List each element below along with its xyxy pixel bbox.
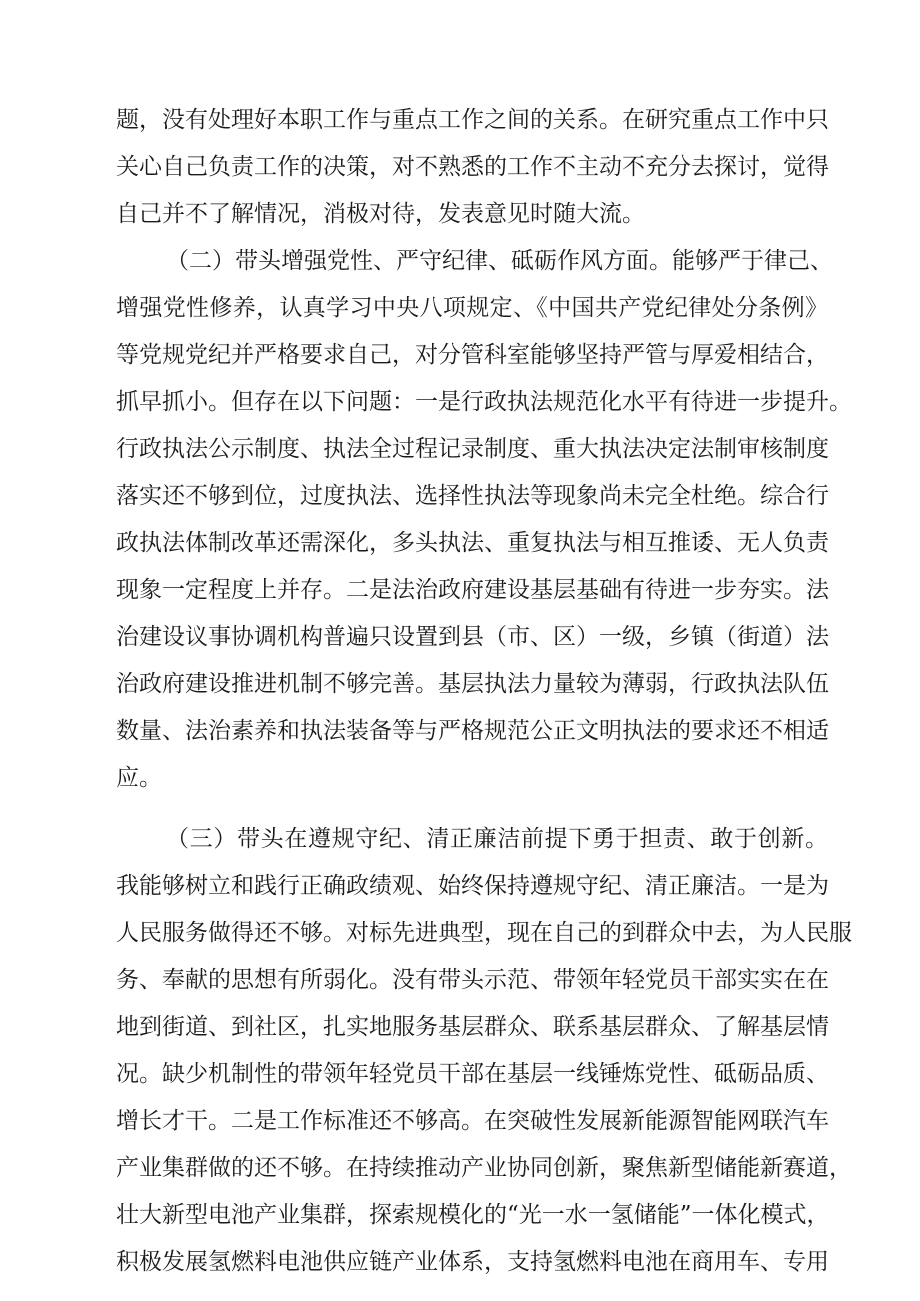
text-line: 壮大新型电池产业集群，探索规模化的“光一水一氢储能”一体化模式， <box>116 1202 830 1228</box>
document-body <box>116 98 852 1287</box>
text-line: 题，没有处理好本职工作与重点工作之间的关系。在研究重点工作中只 <box>116 107 829 133</box>
text-line: 现象一定程度上并存。二是法治政府建设基层基础有待进一步夯实。法 <box>116 577 829 603</box>
text-line: 人民服务做得还不够。对标先进典型，现在自己的到群众中去，为人民服 <box>116 920 852 946</box>
text-line: 行政执法公示制度、执法全过程记录制度、重大执法决定法制审核制度 <box>116 436 829 462</box>
text-line: 我能够树立和践行正确政绩观、始终保持遵规守纪、清正廉洁。一是为 <box>116 873 829 899</box>
text-line: 治政府建设推进机制不够完善。基层执法力量较为薄弱，行政执法队伍 <box>116 671 829 697</box>
text-line: 抓早抓小。但存在以下问题：一是行政执法规范化水平有待进一步提升。 <box>116 389 852 415</box>
text-line: 落实还不够到位，过度执法、选择性执法等现象尚未完全杜绝。综合行 <box>116 483 829 509</box>
text-line: 政执法体制改革还需深化，多头执法、重复执法与相互推诿、无人负责 <box>116 530 829 556</box>
text-line: 地到街道、到社区，扎实地服务基层群众、联系基层群众、了解基层情 <box>116 1014 829 1040</box>
text-line: 关心自己负责工作的决策，对不熟悉的工作不主动不充分去探讨，觉得 <box>116 154 829 180</box>
paragraph-section-two <box>116 239 852 803</box>
text-line: 务、奉献的思想有所弱化。没有带头示范、带领年轻党员干部实实在在 <box>116 967 829 993</box>
section-heading-line: （二）带头增强党性、严守纪律、砥砺作风方面。能够严于律己、 <box>166 248 833 274</box>
text-line: 产业集群做的还不够。在持续推动产业协同创新，聚焦新型储能新赛道， <box>116 1155 852 1181</box>
text-line: 增长才干。二是工作标准还不够高。在突破性发展新能源智能网联汽车 <box>116 1108 829 1134</box>
paragraph-continuation <box>116 98 828 239</box>
text-line: 自己并不了解情况，消极对待，发表意见时随大流。 <box>116 201 645 227</box>
text-line: 积极发展氢燃料电池供应链产业体系，支持氢燃料电池在商用车、专用 <box>116 1249 829 1275</box>
text-line: 等党规党纪并严格要求自己，对分管科室能够坚持严管与厚爱相结合， <box>116 342 829 368</box>
text-line: 增强党性修养，认真学习中央八项规定、《中国共产党纪律处分条例》 <box>116 295 828 321</box>
text-line: 况。缺少机制性的带领年轻党员干部在基层一线锤炼党性、砥砺品质、 <box>116 1061 829 1087</box>
paragraph-section-three <box>116 817 852 1287</box>
section-heading-line: （三）带头在遵规守纪、清正廉洁前提下勇于担责、敢于创新。 <box>166 826 828 852</box>
paragraph-spacer <box>116 803 828 817</box>
text-line: 数量、法治素养和执法装备等与严格规范公正文明执法的要求还不相适 <box>116 718 829 744</box>
text-line: 应。 <box>116 765 162 791</box>
text-line: 治建设议事协调机构普遍只设置到县（市、区）一级，乡镇（街道）法 <box>116 624 829 650</box>
